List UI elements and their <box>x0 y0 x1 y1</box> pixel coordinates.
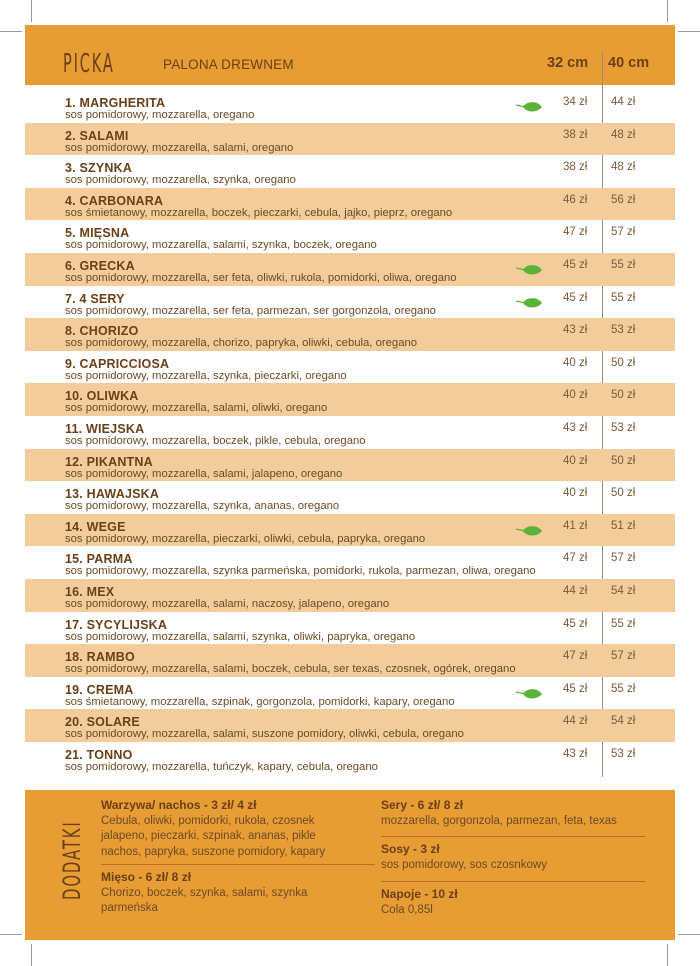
pizza-ingredients: sos pomidorowy, mozzarella, tuńczyk, kapary, cebula, oregano <box>65 760 378 773</box>
price-40cm: 50 zł <box>611 389 636 402</box>
pizza-name: 18. RAMBO <box>65 650 135 665</box>
vegetarian-leaf-icon <box>515 100 543 114</box>
extras-group-title: Napoje - 10 zł <box>381 887 458 901</box>
extras-group-line: parmeńska <box>101 902 158 914</box>
extras-group-meat <box>101 870 307 917</box>
pizza-ingredients: sos śmietanowy, mozzarella, szpinak, gorgonzola, pomidorki, kapary, oregano <box>65 695 455 708</box>
extras-group-line: Chorizo, boczek, szynka, salami, szynka <box>101 886 308 899</box>
price-32cm: 45 zł <box>563 617 588 630</box>
pizza-name: 1. MARGHERITA <box>65 96 166 110</box>
pizza-row <box>25 155 675 188</box>
pizza-ingredients: sos pomidorowy, mozzarella, ser feta, oliwki, rukola, pomidorki, oliwa, oregano <box>65 271 457 284</box>
pizza-row <box>25 742 675 775</box>
pizza-name: 12. PIKANTNA <box>65 454 153 469</box>
crop-mark <box>0 934 22 935</box>
pizza-list <box>25 90 675 774</box>
pizza-name: 7. 4 SERY <box>65 291 125 306</box>
menu-subtitle: PALONA DREWNEM <box>163 57 294 72</box>
pizza-name: 10. OLIWKA <box>65 389 139 404</box>
extras-group-vegetables <box>101 798 325 860</box>
pizza-row <box>25 579 675 612</box>
price-40cm: 53 zł <box>611 421 636 434</box>
pizza-name: 20. SOLARE <box>65 715 140 730</box>
extras-divider <box>101 864 375 865</box>
size-column-40: 40 cm <box>608 55 650 71</box>
price-40cm: 50 zł <box>611 454 636 467</box>
menu-title: PICKA <box>63 49 115 79</box>
extras-group-title: Warzywa/ nachos - 3 zł/ 4 zł <box>101 798 257 812</box>
pizza-row <box>25 514 675 547</box>
crop-mark <box>667 944 668 966</box>
vegetarian-leaf-icon <box>515 296 543 310</box>
price-40cm: 53 zł <box>611 324 636 337</box>
extras-panel <box>25 790 675 940</box>
pizza-row <box>25 188 675 221</box>
pizza-ingredients: sos pomidorowy, mozzarella, oregano <box>65 109 255 121</box>
pizza-ingredients: sos pomidorowy, mozzarella, ser feta, parmezan, ser gorgonzola, oregano <box>65 304 436 317</box>
pizza-name: 4. CARBONARA <box>65 193 164 208</box>
extras-group-sauces <box>381 842 547 873</box>
price-40cm: 57 zł <box>611 650 636 663</box>
extras-group-line: nachos, papryka, suszone pomidory, kapary <box>101 845 326 858</box>
crop-mark <box>678 934 700 935</box>
pizza-ingredients: sos pomidorowy, mozzarella, pieczarki, oliwki, cebula, papryka, oregano <box>65 532 426 545</box>
crop-mark <box>0 31 22 32</box>
pizza-row <box>25 416 675 449</box>
pizza-row <box>25 644 675 677</box>
pizza-ingredients: sos śmietanowy, mozzarella, boczek, pieczarki, cebula, jajko, pieprz, oregano <box>65 206 453 219</box>
pizza-name: 6. GRECKA <box>65 258 135 273</box>
pizza-ingredients: sos pomidorowy, mozzarella, salami, oliwki, oregano <box>65 402 328 415</box>
pizza-ingredients: sos pomidorowy, mozzarella, szynka, ananas, oregano <box>65 500 340 513</box>
pizza-name: 14. WEGE <box>65 519 126 534</box>
pizza-row <box>25 90 675 123</box>
price-32cm: 47 zł <box>563 226 588 239</box>
pizza-ingredients: sos pomidorowy, mozzarella, chorizo, papryka, oliwki, cebula, oregano <box>65 337 418 350</box>
pizza-row <box>25 253 675 286</box>
price-40cm: 55 zł <box>611 617 636 630</box>
price-40cm: 48 zł <box>611 161 636 174</box>
pizza-row <box>25 677 675 710</box>
pizza-ingredients: sos pomidorowy, mozzarella, boczek, pikle, cebula, oregano <box>65 434 366 447</box>
price-40cm: 57 zł <box>611 552 636 565</box>
menu-header <box>25 25 675 85</box>
pizza-ingredients: sos pomidorowy, mozzarella, szynka, oregano <box>65 174 296 187</box>
pizza-row <box>25 612 675 645</box>
pizza-name: 17. SYCYLIJSKA <box>65 617 168 632</box>
price-40cm: 44 zł <box>611 96 636 108</box>
pizza-row <box>25 123 675 156</box>
extras-group-title: Sosy - 3 zł <box>381 842 440 856</box>
pizza-row <box>25 383 675 416</box>
extras-group-line: mozzarella, gorgonzola, parmezan, feta, texas <box>381 814 617 827</box>
pizza-ingredients: sos pomidorowy, mozzarella, szynka parmeńska, pomidorki, rukola, parmezan, oliwa, oregano <box>65 565 536 578</box>
price-32cm: 38 zł <box>563 128 588 141</box>
pizza-ingredients: sos pomidorowy, mozzarella, salami, jalapeno, oregano <box>65 467 343 480</box>
extras-group-line: Cola 0,85l <box>381 903 433 916</box>
extras-group-drinks <box>381 887 458 918</box>
size-column-32: 32 cm <box>547 55 589 71</box>
pizza-row <box>25 449 675 482</box>
price-40cm: 50 zł <box>611 356 636 369</box>
pizza-ingredients: sos pomidorowy, mozzarella, salami, naczosy, jalapeno, oregano <box>65 597 390 610</box>
extras-group-line: jalapeno, pieczarki, szpinak, ananas, pikle <box>101 830 316 842</box>
price-40cm: 50 zł <box>611 487 636 500</box>
price-32cm: 41 zł <box>563 519 588 532</box>
price-32cm: 40 zł <box>563 356 588 369</box>
price-40cm: 55 zł <box>611 291 636 304</box>
price-40cm: 54 zł <box>611 715 636 728</box>
crop-mark <box>31 0 32 22</box>
pizza-name: 8. CHORIZO <box>65 324 139 339</box>
extras-group-title: Sery - 6 zł/ 8 zł <box>381 798 464 812</box>
pizza-name: 5. MIĘSNA <box>65 226 130 241</box>
price-40cm: 56 zł <box>611 193 636 206</box>
price-32cm: 43 zł <box>563 747 588 760</box>
price-32cm: 40 zł <box>563 389 588 402</box>
crop-mark <box>678 31 700 32</box>
pizza-name: 2. SALAMI <box>65 128 129 143</box>
price-32cm: 45 zł <box>563 682 588 695</box>
extras-group-line: Cebula, oliwki, pomidorki, rukola, czosnek <box>101 814 315 827</box>
extras-group-line: sos pomidorowy, sos czosnkowy <box>381 858 547 871</box>
price-32cm: 43 zł <box>563 324 588 337</box>
price-40cm: 53 zł <box>611 747 636 760</box>
pizza-ingredients: sos pomidorowy, mozzarella, salami, boczek, cebula, ser texas, czosnek, ogórek, oregano <box>65 663 516 676</box>
price-40cm: 51 zł <box>611 519 636 532</box>
price-32cm: 47 zł <box>563 552 588 565</box>
price-40cm: 57 zł <box>611 226 636 239</box>
price-32cm: 40 zł <box>563 454 588 467</box>
pizza-ingredients: sos pomidorowy, mozzarella, salami, szynka, boczek, oregano <box>65 239 377 252</box>
pizza-name: 11. WIEJSKA <box>65 421 145 436</box>
price-32cm: 45 zł <box>563 258 588 271</box>
pizza-ingredients: sos pomidorowy, mozzarella, salami, suszone pomidory, oliwki, cebula, oregano <box>65 728 464 741</box>
extras-group-cheese <box>381 798 617 829</box>
price-40cm: 48 zł <box>611 128 636 141</box>
price-32cm: 46 zł <box>563 193 588 206</box>
pizza-name: 15. PARMA <box>65 552 133 567</box>
pizza-row <box>25 318 675 351</box>
price-40cm: 55 zł <box>611 682 636 695</box>
price-40cm: 55 zł <box>611 258 636 271</box>
pizza-row <box>25 546 675 579</box>
price-32cm: 34 zł <box>563 96 588 108</box>
pizza-row <box>25 286 675 319</box>
price-32cm: 38 zł <box>563 161 588 174</box>
price-32cm: 45 zł <box>563 291 588 304</box>
price-32cm: 43 zł <box>563 421 588 434</box>
extras-title: DODATKI <box>58 820 86 900</box>
pizza-ingredients: sos pomidorowy, mozzarella, szynka, pieczarki, oregano <box>65 369 347 382</box>
pizza-name: 3. SZYNKA <box>65 161 133 176</box>
price-40cm: 54 zł <box>611 584 636 597</box>
pizza-name: 13. HAWAJSKA <box>65 487 160 502</box>
pizza-row <box>25 220 675 253</box>
extras-group-title: Mięso - 6 zł/ 8 zł <box>101 870 192 884</box>
price-32cm: 44 zł <box>563 715 588 728</box>
pizza-row <box>25 351 675 384</box>
price-32cm: 47 zł <box>563 650 588 663</box>
crop-mark <box>667 0 668 22</box>
vegetarian-leaf-icon <box>515 687 543 701</box>
pizza-name: 16. MEX <box>65 584 115 599</box>
pizza-row <box>25 709 675 742</box>
price-32cm: 44 zł <box>563 584 588 597</box>
pizza-name: 21. TONNO <box>65 747 133 762</box>
pizza-ingredients: sos pomidorowy, mozzarella, salami, szynka, oliwki, papryka, oregano <box>65 630 416 643</box>
vegetarian-leaf-icon <box>515 263 543 277</box>
pizza-name: 9. CAPRICCIOSA <box>65 356 170 371</box>
vegetarian-leaf-icon <box>515 524 543 538</box>
extras-divider <box>381 836 645 837</box>
extras-divider <box>381 881 645 882</box>
price-32cm: 40 zł <box>563 487 588 500</box>
pizza-name: 19. CREMA <box>65 682 134 697</box>
pizza-ingredients: sos pomidorowy, mozzarella, salami, oregano <box>65 141 294 154</box>
crop-mark <box>31 944 32 966</box>
pizza-row <box>25 481 675 514</box>
